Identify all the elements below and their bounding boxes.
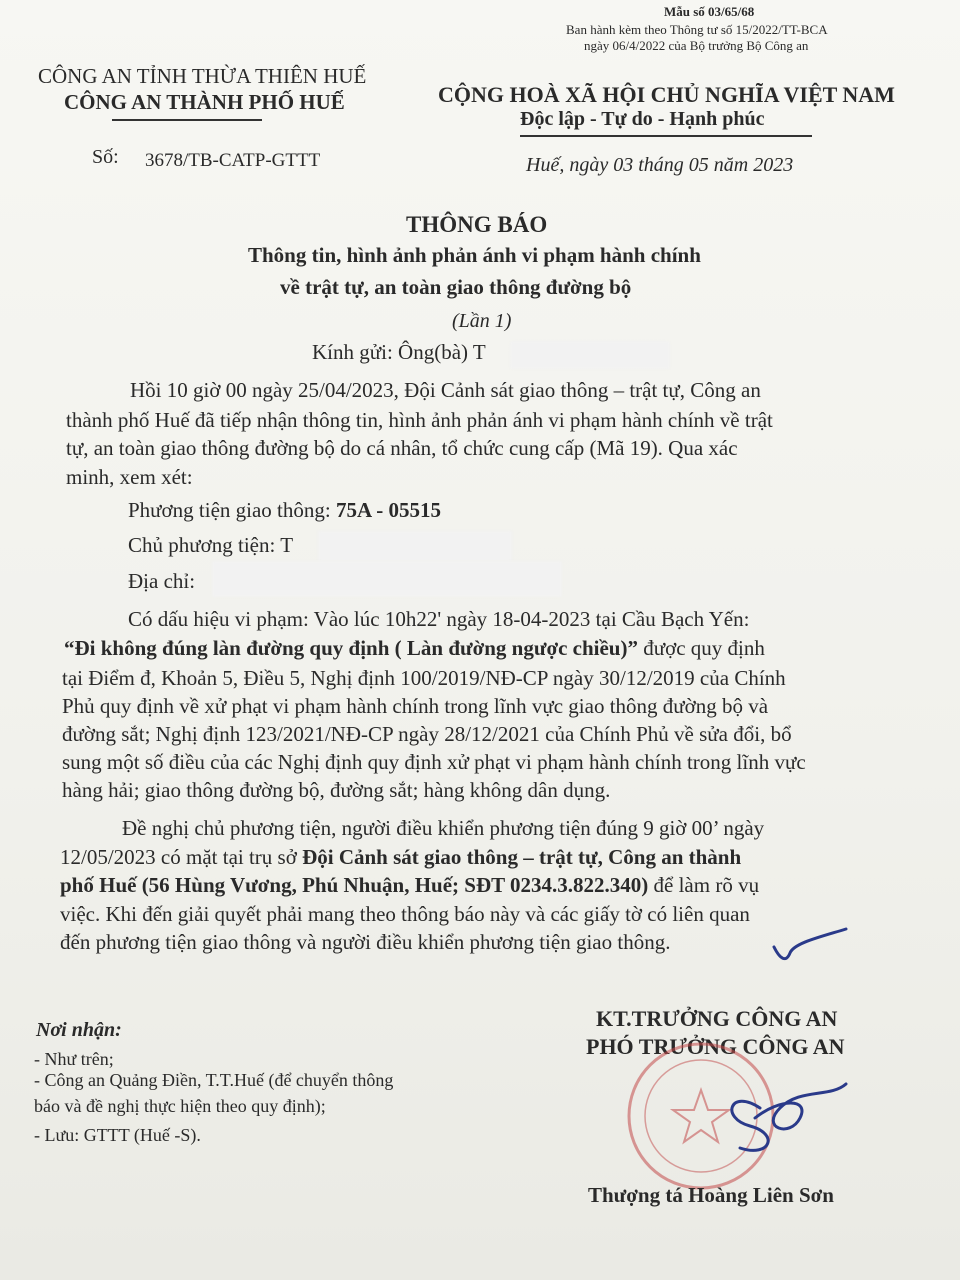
- motto-underline: [520, 135, 812, 137]
- recipient-item: - Công an Quảng Điền, T.T.Huế (để chuyển thông: [34, 1070, 394, 1090]
- agency-name: CÔNG AN THÀNH PHỐ HUẾ: [64, 90, 345, 114]
- signature-subtitle: PHÓ TRƯỞNG CÔNG AN: [586, 1034, 845, 1059]
- agency-parent: CÔNG AN TỈNH THỪA THIÊN HUẾ: [38, 64, 367, 88]
- body-line: tự, an toàn giao thông đường bộ do cá nhân, tổ chức cung cấp (Mã 19). Qua xác: [66, 436, 738, 460]
- national-motto: Độc lập - Tự do - Hạnh phúc: [520, 108, 765, 130]
- redacted-address: [212, 561, 562, 597]
- signature-title: KT.TRƯỞNG CÔNG AN: [596, 1006, 838, 1031]
- signer-name: Thượng tá Hoàng Liên Sơn: [588, 1183, 834, 1207]
- body-line: Đề nghị chủ phương tiện, người điều khiển phương tiện đúng 9 giờ 00’ ngày: [122, 816, 765, 840]
- body-line: đến phương tiện giao thông và người điều khiển phương tiện giao thông.: [60, 930, 671, 954]
- violation-quote-row: [64, 636, 765, 661]
- body-line: Phủ quy định về xử phạt vi phạm hành chính trong lĩnh vực giao thông đường bộ và: [62, 694, 769, 718]
- vehicle-plate: 75A - 05515: [335, 498, 441, 522]
- body-line: minh, xem xét:: [66, 465, 193, 489]
- recipient-item: - Lưu: GTTT (Huế -S).: [34, 1125, 201, 1145]
- form-number: Mẫu số 03/65/68: [664, 4, 755, 19]
- recipients-label: Nơi nhận:: [36, 1019, 122, 1041]
- request-text: để làm rõ vụ: [653, 873, 760, 897]
- body-line: hàng hải; giao thông đường bộ, đường sắt; hàng không dân dụng.: [62, 778, 611, 802]
- violation-text: được quy định: [643, 636, 765, 660]
- document-subtitle: về trật tự, an toàn giao thông đường bộ: [280, 275, 632, 299]
- document-subtitle: Thông tin, hình ảnh phản ánh vi phạm hành chính: [248, 243, 701, 267]
- recipient-item: - Như trên;: [34, 1049, 114, 1069]
- request-row: [60, 845, 741, 870]
- national-title: CỘNG HOÀ XÃ HỘI CHỦ NGHĨA VIỆT NAM: [438, 82, 895, 107]
- pen-check-mark: [770, 925, 850, 965]
- attempt-number: (Lần 1): [452, 310, 512, 332]
- owner-row: [128, 533, 293, 558]
- owner-label: Chủ phương tiện:: [128, 533, 276, 557]
- redacted-name: [510, 341, 670, 369]
- body-line: tại Điểm đ, Khoản 5, Điều 5, Nghị định 100/2019/NĐ-CP ngày 30/12/2019 của Chính: [62, 666, 786, 690]
- request-text: 12/05/2023 có mặt tại trụ sở: [60, 845, 297, 869]
- body-line: thành phố Huế đã tiếp nhận thông tin, hình ảnh phản ánh vi phạm hành chính về trật: [66, 408, 773, 432]
- agency-underline: [112, 119, 262, 121]
- body-line: đường sắt; Nghị định 123/2021/NĐ-CP ngày 28/12/2021 của Chính Phủ về sửa đổi, bổ: [62, 722, 792, 746]
- redacted-owner: [318, 531, 512, 561]
- address-label: Địa chỉ:: [128, 569, 196, 593]
- body-line: việc. Khi đến giải quyết phải mang theo thông báo này và các giấy tờ có liên quan: [60, 902, 750, 926]
- address-row: [128, 569, 195, 594]
- body-line: sung một số điều của các Nghị định quy định xử phạt vi phạm hành chính trong lĩnh vực: [62, 750, 806, 774]
- form-reference-line: ngày 06/4/2022 của Bộ trưởng Bộ Công an: [584, 38, 809, 53]
- request-row: [60, 873, 759, 898]
- request-office: Đội Cảnh sát giao thông – trật tự, Công an thành: [302, 845, 742, 869]
- request-address: phố Huế (56 Hùng Vương, Phú Nhuận, Huế; SĐT 0234.3.822.340): [60, 873, 649, 897]
- document-title: THÔNG BÁO: [406, 212, 548, 237]
- vehicle-row: [128, 498, 441, 523]
- form-reference-line: Ban hành kèm theo Thông tư số 15/2022/TT-BCA: [566, 22, 828, 37]
- place-date: Huế, ngày 03 tháng 05 năm 2023: [526, 154, 794, 176]
- vehicle-label: Phương tiện giao thông:: [128, 498, 331, 522]
- document-number: 3678/TB-CATP-GTTT: [145, 150, 321, 171]
- recipient-label: Kính gửi: Ông(bà) T: [312, 340, 486, 364]
- owner-initial: T: [280, 533, 294, 557]
- handwritten-signature: [700, 1078, 850, 1168]
- violation-line: Có dấu hiệu vi phạm: Vào lúc 10h22' ngày 18-04-2023 tại Cầu Bạch Yến:: [128, 607, 750, 631]
- violation-quote: “Đi không đúng làn đường quy định ( Làn đường ngược chiều)”: [64, 636, 638, 660]
- body-line: Hồi 10 giờ 00 ngày 25/04/2023, Đội Cảnh sát giao thông – trật tự, Công an: [130, 378, 761, 402]
- recipient-item: báo và đề nghị thực hiện theo quy định);: [34, 1096, 326, 1116]
- recipient-line: [312, 340, 486, 365]
- document-number-label: Số:: [92, 146, 119, 168]
